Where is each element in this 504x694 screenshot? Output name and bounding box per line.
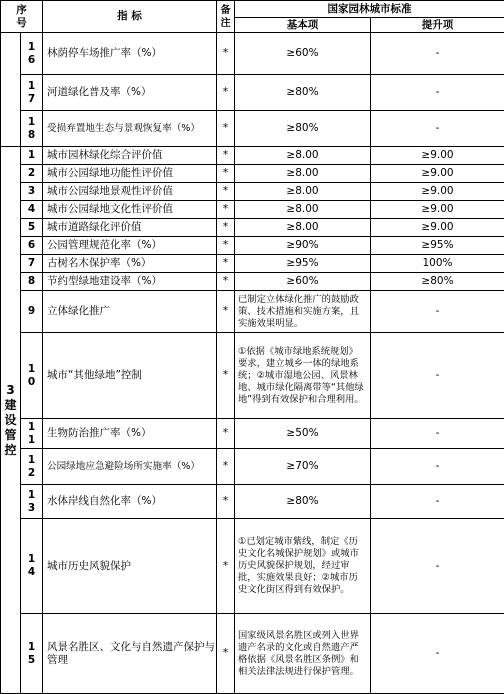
table-row	[1, 485, 504, 519]
indicator-name: 城市园林绿化综合评价值	[43, 147, 217, 165]
table-row	[1, 237, 504, 255]
remark-mark: *	[217, 237, 235, 255]
remark-mark: *	[217, 255, 235, 273]
basic-value: ≥8.00	[235, 147, 371, 165]
row-number: 3	[21, 183, 43, 201]
basic-value: ≥60%	[235, 33, 371, 75]
table-row	[1, 183, 504, 201]
basic-value: ≥8.00	[235, 183, 371, 201]
indicator-name: 生物防治推广率（%）	[43, 419, 217, 449]
basic-value: ≥80%	[235, 75, 371, 111]
header-upgrade: 提升项	[371, 18, 504, 33]
row-number: 1 7	[21, 75, 43, 111]
upgrade-value: ≥9.00	[371, 147, 504, 165]
remark-mark: *	[217, 485, 235, 519]
remark-mark: *	[217, 419, 235, 449]
basic-requirement-text: ①已划定城市紫线，制定《历史文化名城保护规划》或城市历史风貌保护规划，经过审批，实施效果良好；②城市历史文化街区得到有效保护。	[235, 519, 371, 614]
indicator-name: 立体绿化推广	[43, 291, 217, 333]
indicator-name: 节约型绿地建设率（%）	[43, 273, 217, 291]
indicator-name: 风景名胜区、文化与自然遗产保护与管理	[43, 614, 217, 694]
category-cell-prev	[1, 75, 21, 111]
remark-mark: *	[217, 219, 235, 237]
row-number: 1 2	[21, 449, 43, 485]
row-number: 1 6	[21, 33, 43, 75]
upgrade-value: -	[371, 333, 504, 419]
upgrade-value: ≥9.00	[371, 201, 504, 219]
row-number: 1 3	[21, 485, 43, 519]
remark-mark: *	[217, 201, 235, 219]
table-row	[1, 614, 504, 694]
remark-mark: *	[217, 183, 235, 201]
header-seq: 序 号	[1, 1, 43, 33]
header-standard: 国家园林城市标准	[235, 1, 504, 18]
header-remark: 备 注	[217, 1, 235, 33]
upgrade-value: ≥80%	[371, 273, 504, 291]
basic-value: ≥60%	[235, 273, 371, 291]
table-row	[1, 111, 504, 147]
upgrade-value: ≥9.00	[371, 165, 504, 183]
row-number: 9	[21, 291, 43, 333]
category-cell-prev	[1, 33, 21, 75]
indicator-name: 公园管理规范化率（%）	[43, 237, 217, 255]
indicator-name: 受损弃置地生态与景观恢复率（%）	[43, 111, 217, 147]
indicator-name: 河道绿化普及率（%）	[43, 75, 217, 111]
table-row	[1, 33, 504, 75]
table-row	[1, 147, 504, 165]
header-indicator: 指 标	[43, 1, 217, 33]
row-number: 1 8	[21, 111, 43, 147]
row-number: 1 0	[21, 333, 43, 419]
remark-mark: *	[217, 111, 235, 147]
row-number: 6	[21, 237, 43, 255]
category-cell-prev	[1, 111, 21, 147]
upgrade-value: ≥9.00	[371, 183, 504, 201]
remark-mark: *	[217, 291, 235, 333]
upgrade-value: -	[371, 419, 504, 449]
basic-value: ≥80%	[235, 111, 371, 147]
table-row	[1, 75, 504, 111]
indicator-name: 城市公园绿地文化性评价值	[43, 201, 217, 219]
remark-mark: *	[217, 519, 235, 614]
basic-requirement-text: 已制定立体绿化推广的鼓励政策、技术措施和实施方案，且实施效果明显。	[235, 291, 371, 333]
upgrade-value: -	[371, 485, 504, 519]
table-row	[1, 165, 504, 183]
basic-value: ≥95%	[235, 255, 371, 273]
remark-mark: *	[217, 449, 235, 485]
remark-mark: *	[217, 333, 235, 419]
remark-mark: *	[217, 33, 235, 75]
row-number: 1 5	[21, 614, 43, 694]
remark-mark: *	[217, 147, 235, 165]
table-row	[1, 219, 504, 237]
row-number: 8	[21, 273, 43, 291]
indicator-name: 城市“其他绿地”控制	[43, 333, 217, 419]
table-row	[1, 333, 504, 419]
upgrade-value: 100%	[371, 255, 504, 273]
upgrade-value: ≥95%	[371, 237, 504, 255]
indicator-name: 城市历史风貌保护	[43, 519, 217, 614]
basic-value: ≥8.00	[235, 165, 371, 183]
upgrade-value: -	[371, 519, 504, 614]
remark-mark: *	[217, 165, 235, 183]
indicator-name: 公园绿地应急避险场所实施率（%）	[43, 449, 217, 485]
indicator-name: 水体岸线自然化率（%）	[43, 485, 217, 519]
header-basic: 基本项	[235, 18, 371, 33]
table-row	[1, 201, 504, 219]
row-number: 5	[21, 219, 43, 237]
category-label: 3 建 设 管 控	[1, 147, 21, 694]
remark-mark: *	[217, 273, 235, 291]
remark-mark: *	[217, 614, 235, 694]
upgrade-value: -	[371, 291, 504, 333]
row-number: 2	[21, 165, 43, 183]
table-row	[1, 291, 504, 333]
basic-requirement-text: ①依据《城市绿地系统规划》要求，建立城乡一体的绿地系统；②城市湿地公园、风景林地、城市绿化隔离带等“其他绿地”得到有效保护和合理利用。	[235, 333, 371, 419]
row-number: 4	[21, 201, 43, 219]
upgrade-value: -	[371, 614, 504, 694]
basic-value: ≥50%	[235, 419, 371, 449]
indicator-name: 城市公园绿地景观性评价值	[43, 183, 217, 201]
basic-value: ≥8.00	[235, 201, 371, 219]
row-number: 1 1	[21, 419, 43, 449]
indicator-name: 林荫停车场推广率（%）	[43, 33, 217, 75]
upgrade-value: -	[371, 111, 504, 147]
indicator-name: 古树名木保护率（%）	[43, 255, 217, 273]
basic-value: ≥80%	[235, 485, 371, 519]
row-number: 7	[21, 255, 43, 273]
upgrade-value: -	[371, 449, 504, 485]
table-row	[1, 449, 504, 485]
table-row	[1, 419, 504, 449]
upgrade-value: -	[371, 33, 504, 75]
table-row	[1, 273, 504, 291]
basic-value: ≥8.00	[235, 219, 371, 237]
row-number: 1 4	[21, 519, 43, 614]
table-row	[1, 519, 504, 614]
upgrade-value: ≥9.00	[371, 219, 504, 237]
row-number: 1	[21, 147, 43, 165]
indicator-name: 城市公园绿地功能性评价值	[43, 165, 217, 183]
indicator-name: 城市道路绿化评价值	[43, 219, 217, 237]
basic-requirement-text: 国家级风景名胜区或列入世界遗产名录的文化或自然遗产严格依据《风景名胜区条例》和相关法律法规进行保护管理。	[235, 614, 371, 694]
table-row	[1, 255, 504, 273]
upgrade-value: -	[371, 75, 504, 111]
basic-value: ≥90%	[235, 237, 371, 255]
basic-value: ≥70%	[235, 449, 371, 485]
remark-mark: *	[217, 75, 235, 111]
